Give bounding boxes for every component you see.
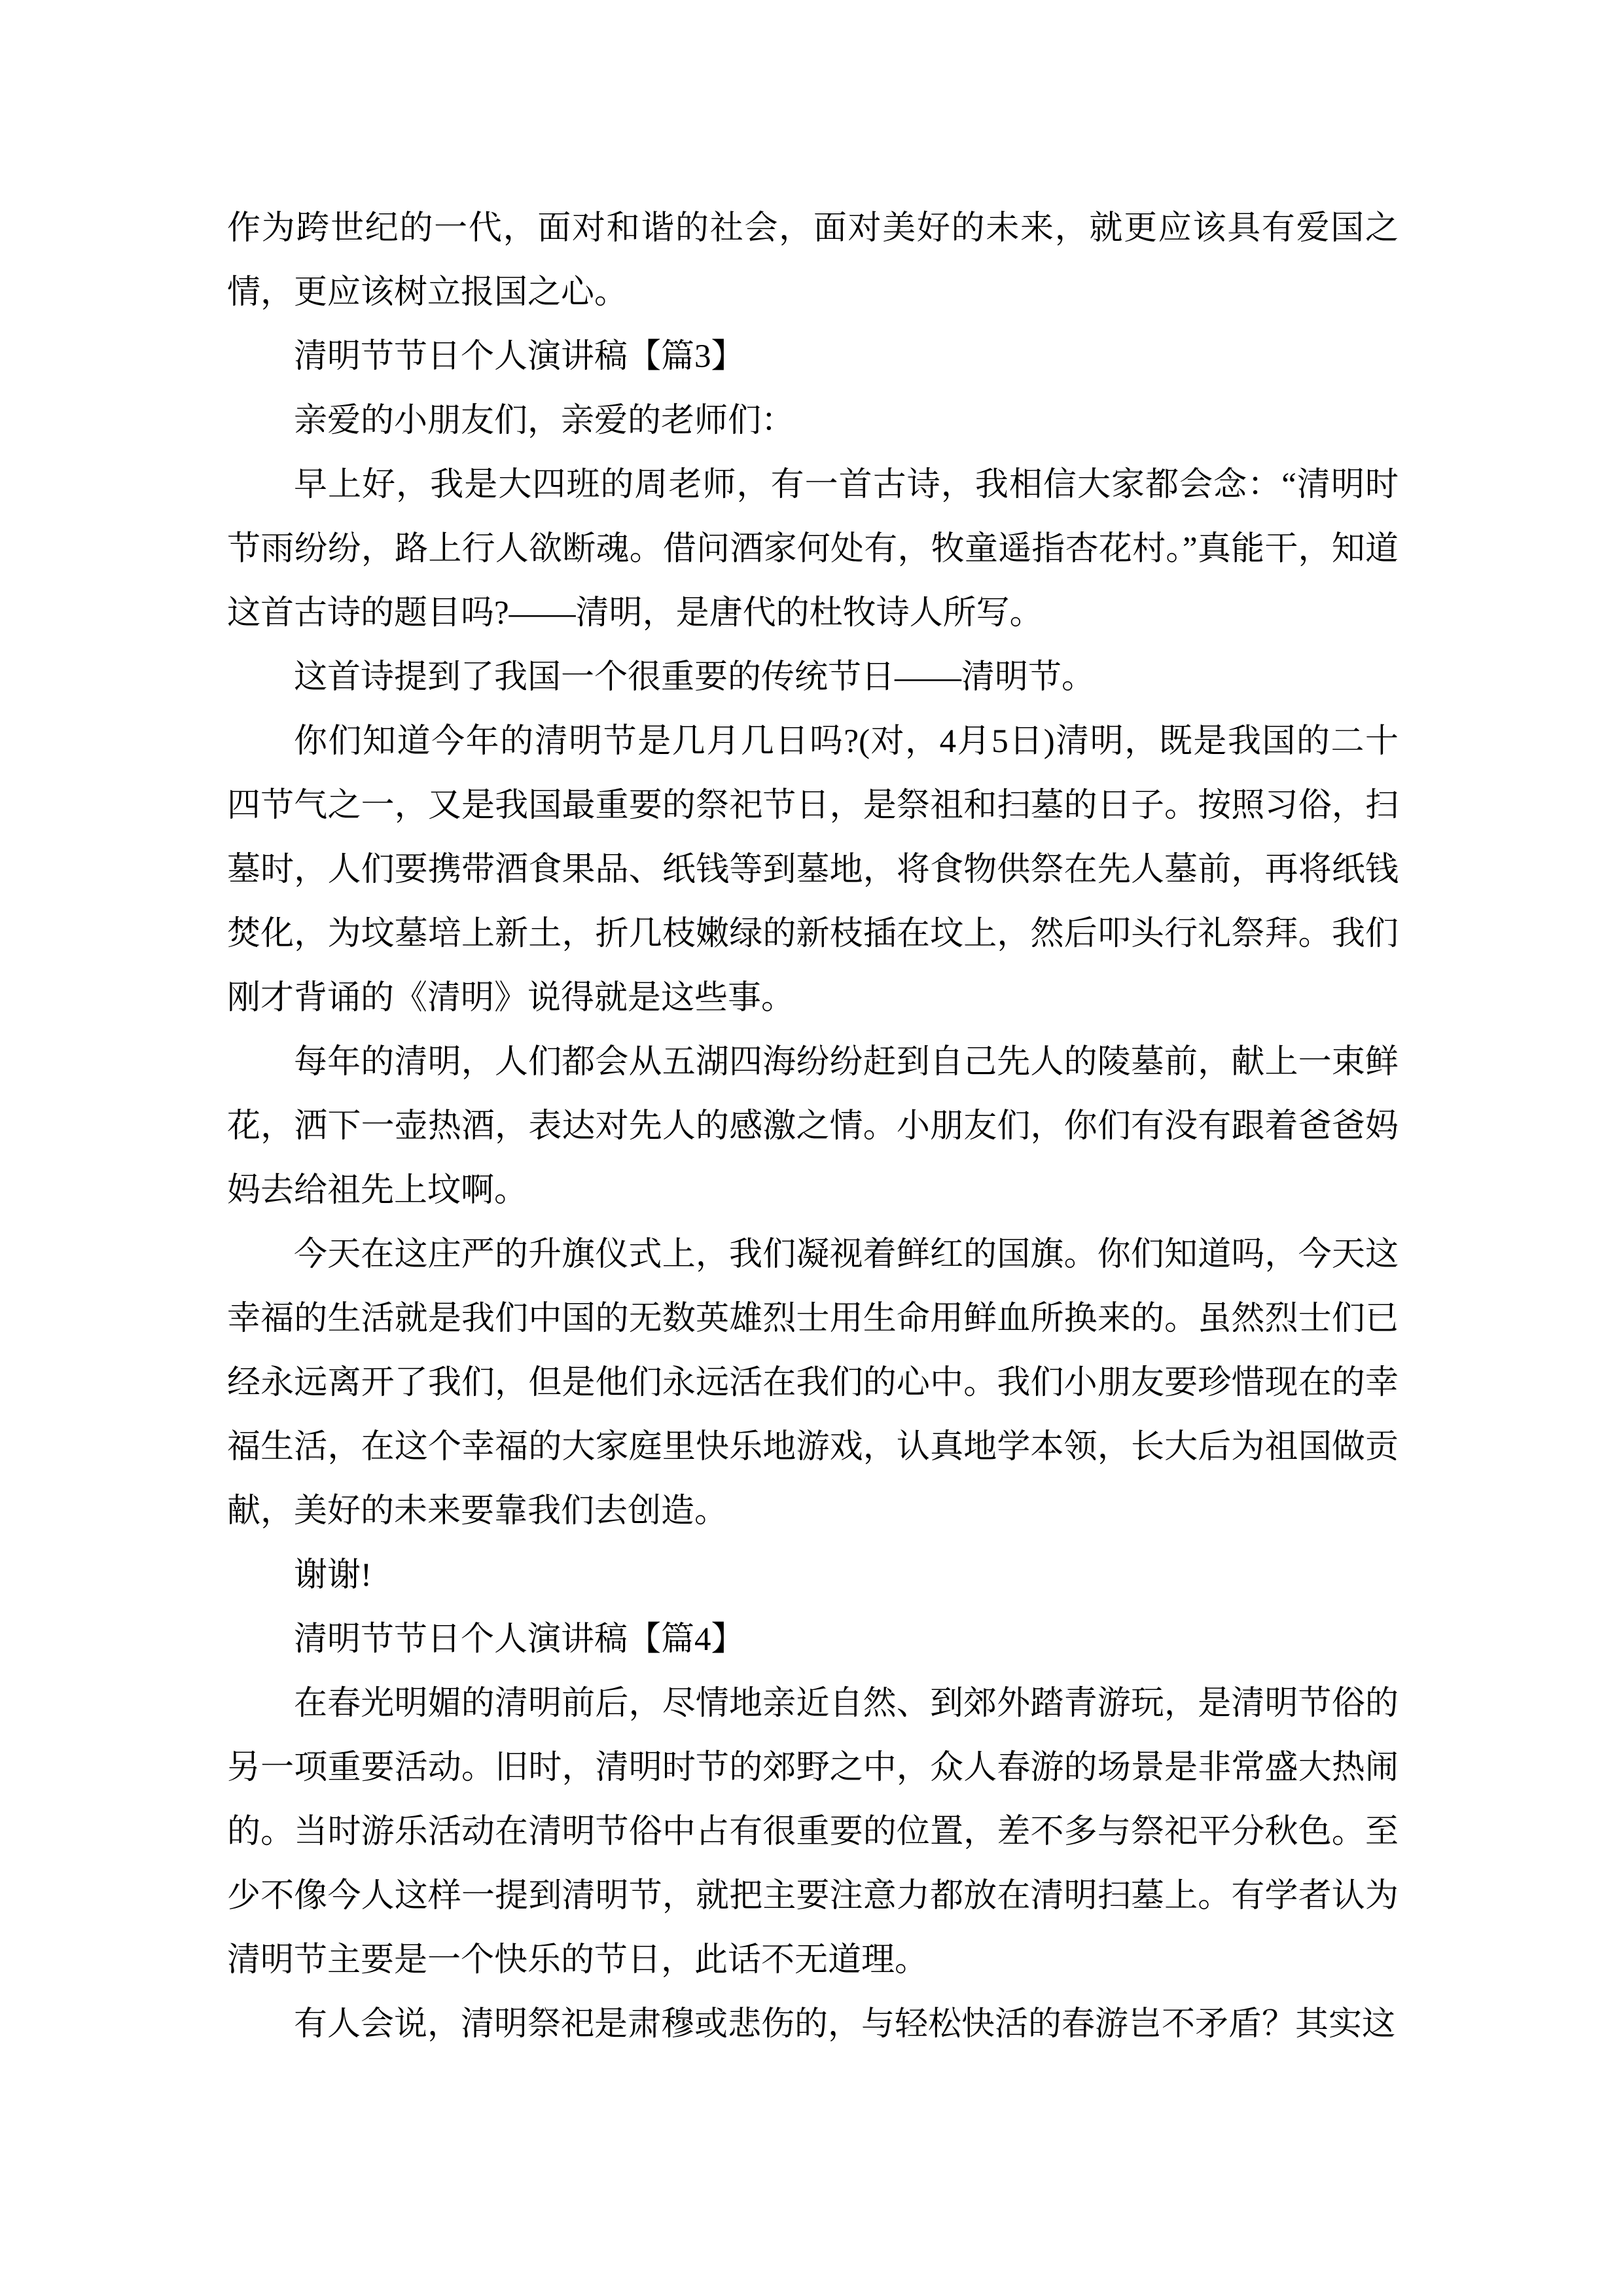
document-content — [227, 196, 1399, 2056]
paragraph: 你们知道今年的清明节是几月几日吗?(对，4月5日)清明，既是我国的二十四节气之一，又是我国最重要的祭祀节日，是祭祖和扫墓的日子。按照习俗，扫墓时，人们要携带酒食果品、纸钱等到墓地，将食物供祭在先人墓前，再将纸钱焚化，为坟墓培上新土，折几枝嫩绿的新枝插在坟上，然后叩头行礼祭拜。我们刚才背诵的《清明》说得就是这些事。 — [227, 723, 1399, 1016]
paragraph: 这首诗提到了我国一个很重要的传统节日——清明节。 — [294, 659, 1096, 696]
section-heading: 清明节节日个人演讲稿【篇4】 — [294, 1621, 745, 1658]
section-heading: 清明节节日个人演讲稿【篇3】 — [294, 338, 745, 375]
paragraph: 作为跨世纪的一代，面对和谐的社会，面对美好的未来，就更应该具有爱国之情，更应该树立报国之心。 — [227, 210, 1399, 311]
paragraph: 在春光明媚的清明前后，尽情地亲近自然、到郊外踏青游玩，是清明节俗的另一项重要活动。旧时，清明时节的郊野之中，众人春游的场景是非常盛大热闹的。当时游乐活动在清明节俗中占有很重要的位置，差不多与祭祀平分秋色。至少不像今人这样一提到清明节，就把主要注意力都放在清明扫墓上。有学者认为清明节主要是一个快乐的节日，此话不无道理。 — [227, 1685, 1399, 1979]
paragraph: 今天在这庄严的升旗仪式上，我们凝视着鲜红的国旗。你们知道吗，今天这幸福的生活就是我们中国的无数英雄烈士用生命用鲜血所换来的。虽然烈士们已经永远离开了我们，但是他们永远活在我们的心中。我们小朋友要珍惜现在的幸福生活，在这个幸福的大家庭里快乐地游戏，认真地学本领，长大后为祖国做贡献，美好的未来要靠我们去创造。 — [227, 1236, 1399, 1530]
paragraph: 谢谢! — [294, 1557, 372, 1594]
paragraph: 有人会说，清明祭祀是肃穆或悲伤的，与轻松快活的春游岂不矛盾？其实这 — [294, 2006, 1396, 2043]
paragraph: 亲爱的小朋友们，亲爱的老师们： — [294, 403, 795, 439]
paragraph: 早上好，我是大四班的周老师，有一首古诗，我相信大家都会念：“清明时节雨纷纷，路上行人欲断魂。借问酒家何处有，牧童遥指杏花村。”真能干，知道这首古诗的题目吗?——清明，是唐代的杜牧诗人所写。 — [227, 467, 1399, 632]
paragraph: 每年的清明，人们都会从五湖四海纷纷赶到自己先人的陵墓前，献上一束鲜花，洒下一壶热酒，表达对先人的感激之情。小朋友们，你们有没有跟着爸爸妈妈去给祖先上坟啊。 — [227, 1044, 1399, 1209]
